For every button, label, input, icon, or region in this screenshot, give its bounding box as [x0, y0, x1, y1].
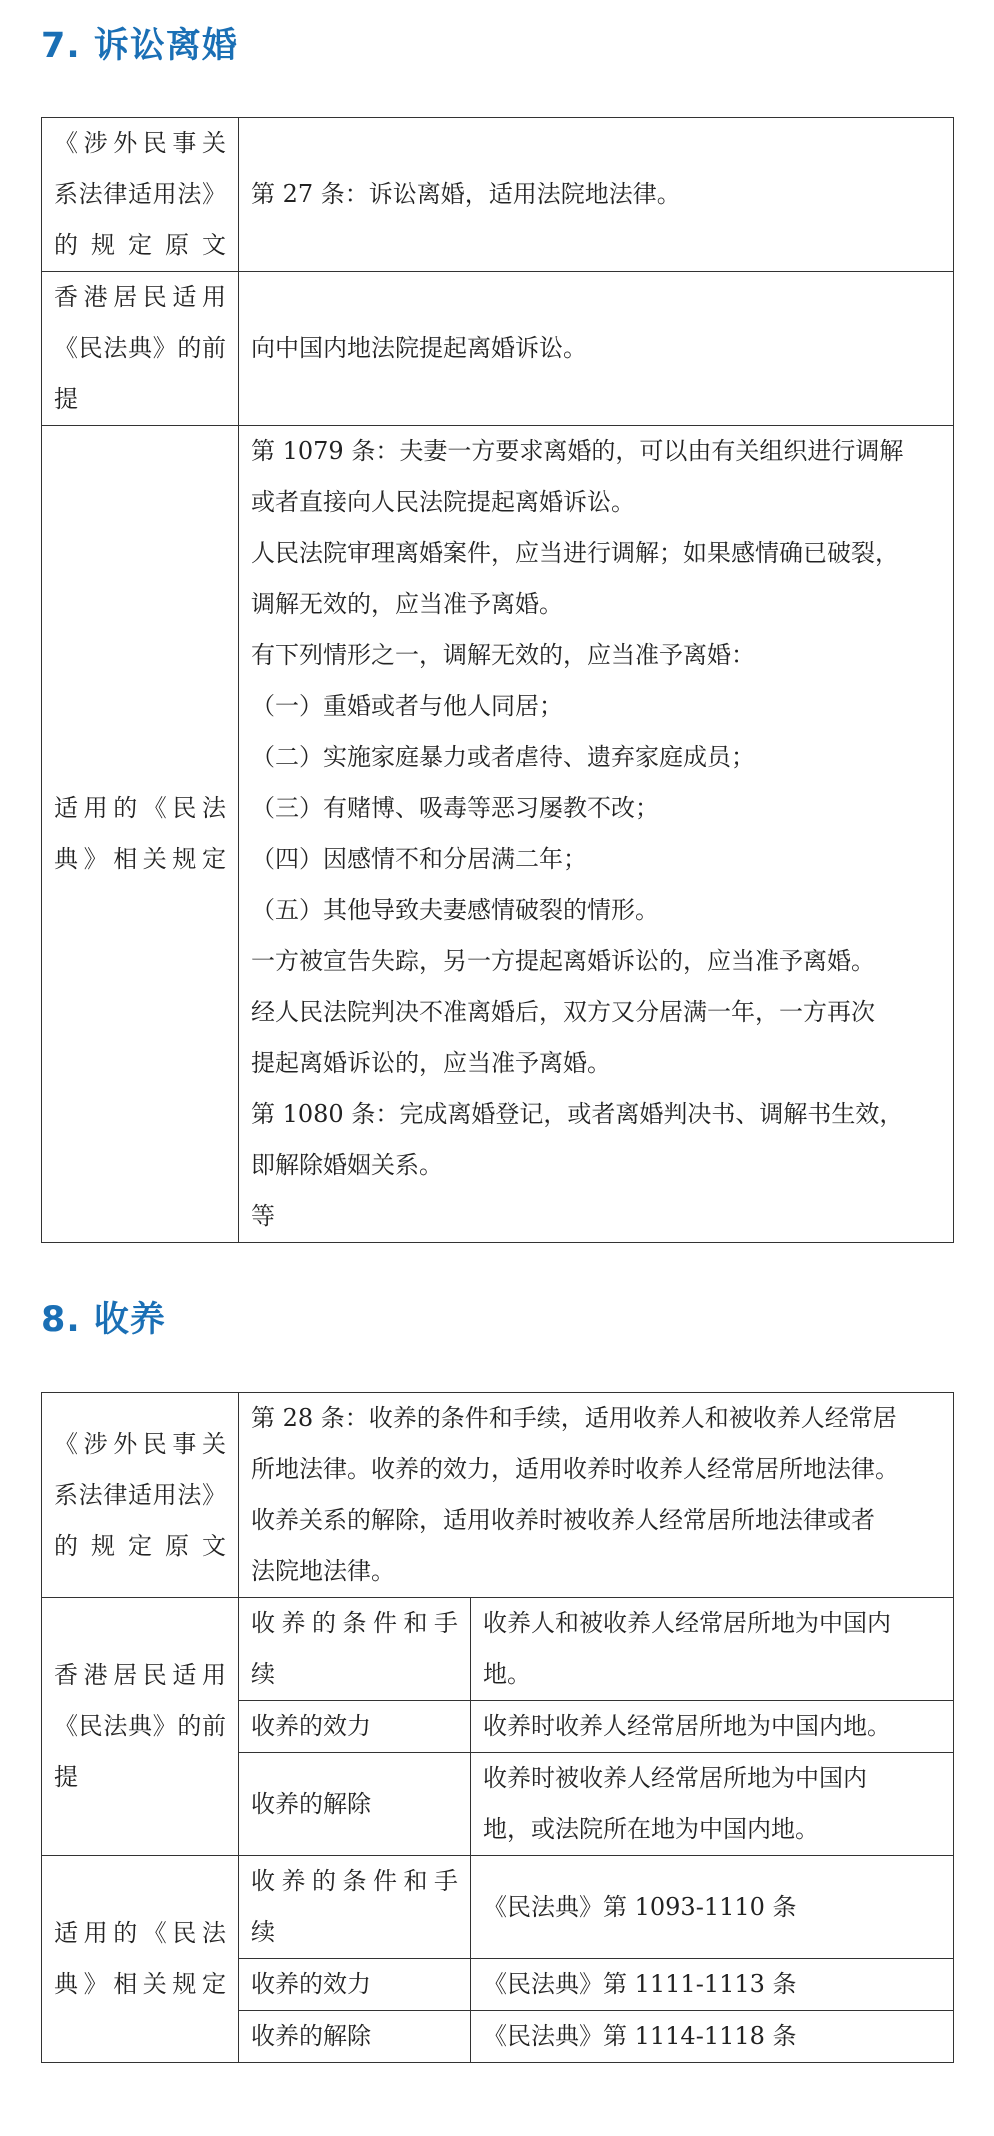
label-line: 《涉外民事关 [54, 1429, 226, 1458]
content-line: 法院地法律。 [251, 1557, 395, 1585]
table-row [42, 1393, 954, 1598]
label-line: 系法律适用法》 [54, 180, 226, 208]
content-line: 经人民法院判决不准离婚后，双方又分居满一年，一方再次 [251, 998, 875, 1026]
sub-label-line: 续 [251, 1660, 275, 1688]
content-line: （三）有赌博、吸毒等恶习屡教不改； [251, 794, 659, 822]
row-content [239, 272, 954, 426]
label-line: 适用的《民法 [54, 794, 226, 822]
content-line: 收养关系的解除，适用收养时被收养人经常居所地法律或者 [251, 1506, 875, 1534]
sub-label-line: 收养的效力 [251, 1712, 371, 1740]
label-line: 的规定原文 [54, 231, 226, 259]
label-line: 适用的《民法 [54, 1919, 226, 1947]
section-8-heading: 8. 收养 [41, 1300, 166, 1340]
row-content [239, 118, 954, 272]
content-line: 或者直接向人民法院提起离婚诉讼。 [251, 488, 635, 516]
content-line: 第 27 条：诉讼离婚，适用法院地法律。 [251, 180, 681, 208]
content-line: 地。 [483, 1660, 531, 1688]
row-label [42, 1393, 239, 1598]
content-line: 一方被宣告失踪，另一方提起离婚诉讼的，应当准予离婚。 [251, 947, 875, 975]
sub-content [471, 1598, 954, 1701]
row-label [42, 1598, 239, 1856]
sub-label-line: 续 [251, 1918, 275, 1946]
content-line: 《民法典》第 1114-1118 条 [483, 2022, 797, 2050]
label-line: 典》相关规定 [54, 1970, 226, 1998]
sub-label-line: 收养的解除 [251, 1789, 371, 1818]
row-label [42, 272, 239, 426]
label-line: 提 [54, 1763, 78, 1791]
row-label [42, 426, 239, 1243]
content-line: 向中国内地法院提起离婚诉讼。 [251, 334, 587, 362]
label-line: 《民法典》的前 [54, 334, 226, 362]
section-7-heading: 7. 诉讼离婚 [41, 26, 238, 66]
sub-content [471, 1753, 954, 1856]
sub-content [471, 1959, 954, 2011]
sub-label-line: 收养的解除 [251, 2022, 371, 2050]
content-line: 《民法典》第 1111-1113 条 [483, 1970, 797, 1998]
sub-label-line: 收养的条件和手 [251, 1867, 458, 1895]
content-line: 有下列情形之一，调解无效的，应当准予离婚： [251, 641, 755, 669]
sub-label [239, 2011, 471, 2063]
table-row [42, 118, 954, 272]
content-line: 第 1080 条：完成离婚登记，或者离婚判决书、调解书生效， [251, 1100, 904, 1128]
adoption-table [41, 1392, 954, 2063]
content-line: 所地法律。收养的效力，适用收养时收养人经常居所地法律。 [251, 1455, 899, 1483]
content-line: （四）因感情不和分居满二年； [251, 845, 587, 873]
sub-label-line: 收养的条件和手 [251, 1609, 458, 1637]
table-row [42, 272, 954, 426]
row-content [239, 1393, 954, 1598]
table-row [42, 1598, 954, 1701]
content-line: （五）其他导致夫妻感情破裂的情形。 [251, 896, 659, 924]
sub-label [239, 1598, 471, 1701]
sub-label [239, 1959, 471, 2011]
sub-label-line: 收养的效力 [251, 1970, 371, 1998]
sub-label [239, 1856, 471, 1959]
table-row [42, 1856, 954, 1959]
content-line: 等 [251, 1202, 275, 1230]
content-line: 调解无效的，应当准予离婚。 [251, 590, 563, 618]
content-line: （一）重婚或者与他人同居； [251, 692, 563, 720]
sub-content [471, 1856, 954, 1959]
sub-label [239, 1701, 471, 1753]
row-label [42, 118, 239, 272]
label-line: 系法律适用法》 [54, 1480, 226, 1509]
divorce-table [41, 117, 954, 1243]
label-line: 香港居民适用 [54, 283, 226, 311]
label-line: 《涉外民事关 [54, 129, 226, 157]
content-line: （二）实施家庭暴力或者虐待、遗弃家庭成员； [251, 743, 755, 771]
content-line: 收养时收养人经常居所地为中国内地。 [483, 1712, 891, 1740]
content-line: 收养人和被收养人经常居所地为中国内 [483, 1609, 891, 1637]
table-row [42, 426, 954, 1243]
content-line: 即解除婚姻关系。 [251, 1151, 443, 1179]
label-line: 的规定原文 [54, 1531, 226, 1560]
content-line: 《民法典》第 1093-1110 条 [483, 1892, 797, 1921]
row-label [42, 1856, 239, 2063]
content-line: 收养时被收养人经常居所地为中国内 [483, 1764, 867, 1792]
row-content [239, 426, 954, 1243]
sub-content [471, 1701, 954, 1753]
sub-label [239, 1753, 471, 1856]
content-line: 第 28 条：收养的条件和手续，适用收养人和被收养人经常居 [251, 1404, 897, 1432]
content-line: 人民法院审理离婚案件，应当进行调解；如果感情确已破裂， [251, 539, 899, 567]
content-line: 提起离婚诉讼的，应当准予离婚。 [251, 1049, 611, 1077]
sub-content [471, 2011, 954, 2063]
label-line: 《民法典》的前 [54, 1712, 226, 1740]
label-line: 提 [54, 385, 78, 413]
content-line: 第 1079 条：夫妻一方要求离婚的，可以由有关组织进行调解 [251, 437, 904, 465]
content-line: 地，或法院所在地为中国内地。 [483, 1815, 819, 1843]
label-line: 香港居民适用 [54, 1661, 226, 1689]
label-line: 典》相关规定 [54, 845, 226, 873]
